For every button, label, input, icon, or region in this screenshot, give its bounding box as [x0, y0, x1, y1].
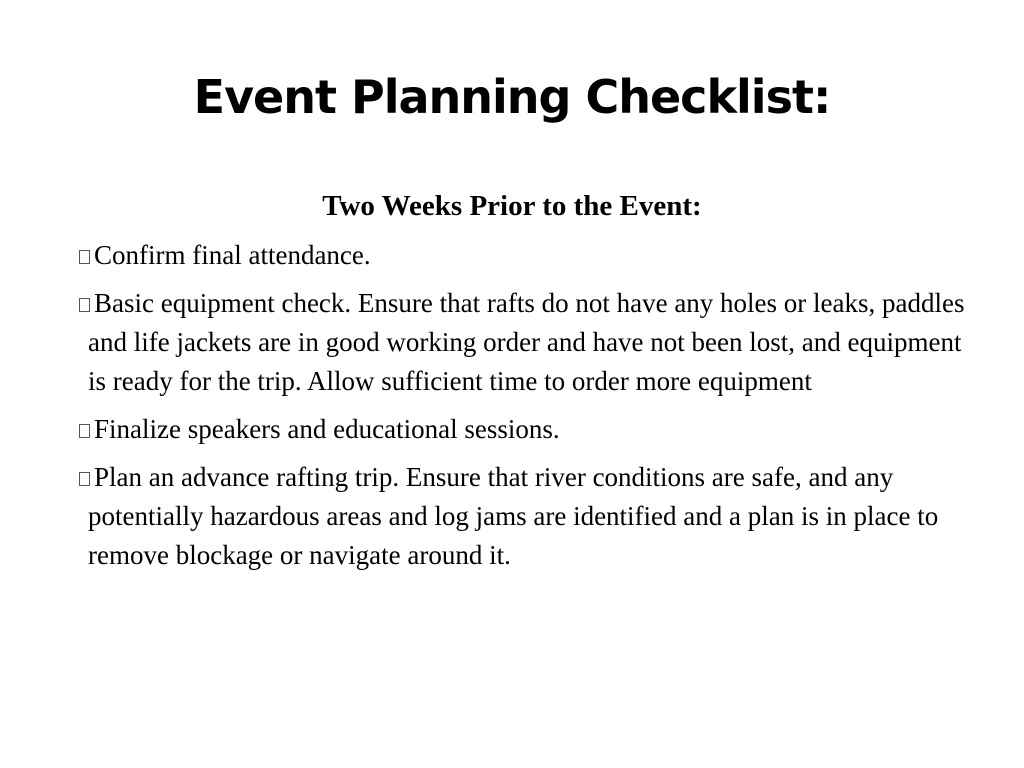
checkbox-icon	[79, 472, 90, 486]
checklist-item	[60, 458, 980, 575]
checklist-item-text: Confirm final attendance.	[94, 240, 371, 270]
checkbox-icon	[79, 250, 90, 264]
checklist	[60, 236, 980, 584]
checklist-item-text: Basic equipment check. Ensure that rafts do not have any holes or leaks, paddles and life jackets are in good working order and have not been lost, and equipment is ready for the trip. Allow sufficient time to order more equipment	[88, 288, 965, 396]
checklist-item-text: Finalize speakers and educational sessions.	[94, 414, 560, 444]
checklist-item	[60, 236, 980, 275]
section-heading: Two Weeks Prior to the Event:	[322, 190, 702, 222]
checklist-item	[60, 410, 980, 449]
page-title: Event Planning Checklist:	[193, 70, 831, 124]
checkbox-icon	[79, 424, 90, 438]
checkbox-icon	[79, 298, 90, 312]
checklist-item	[60, 284, 980, 401]
checklist-item-text: Plan an advance rafting trip. Ensure that river conditions are safe, and any potentially hazardous areas and log jams are identified and a plan is in place to remove blockage or navigate around it.	[88, 462, 939, 570]
